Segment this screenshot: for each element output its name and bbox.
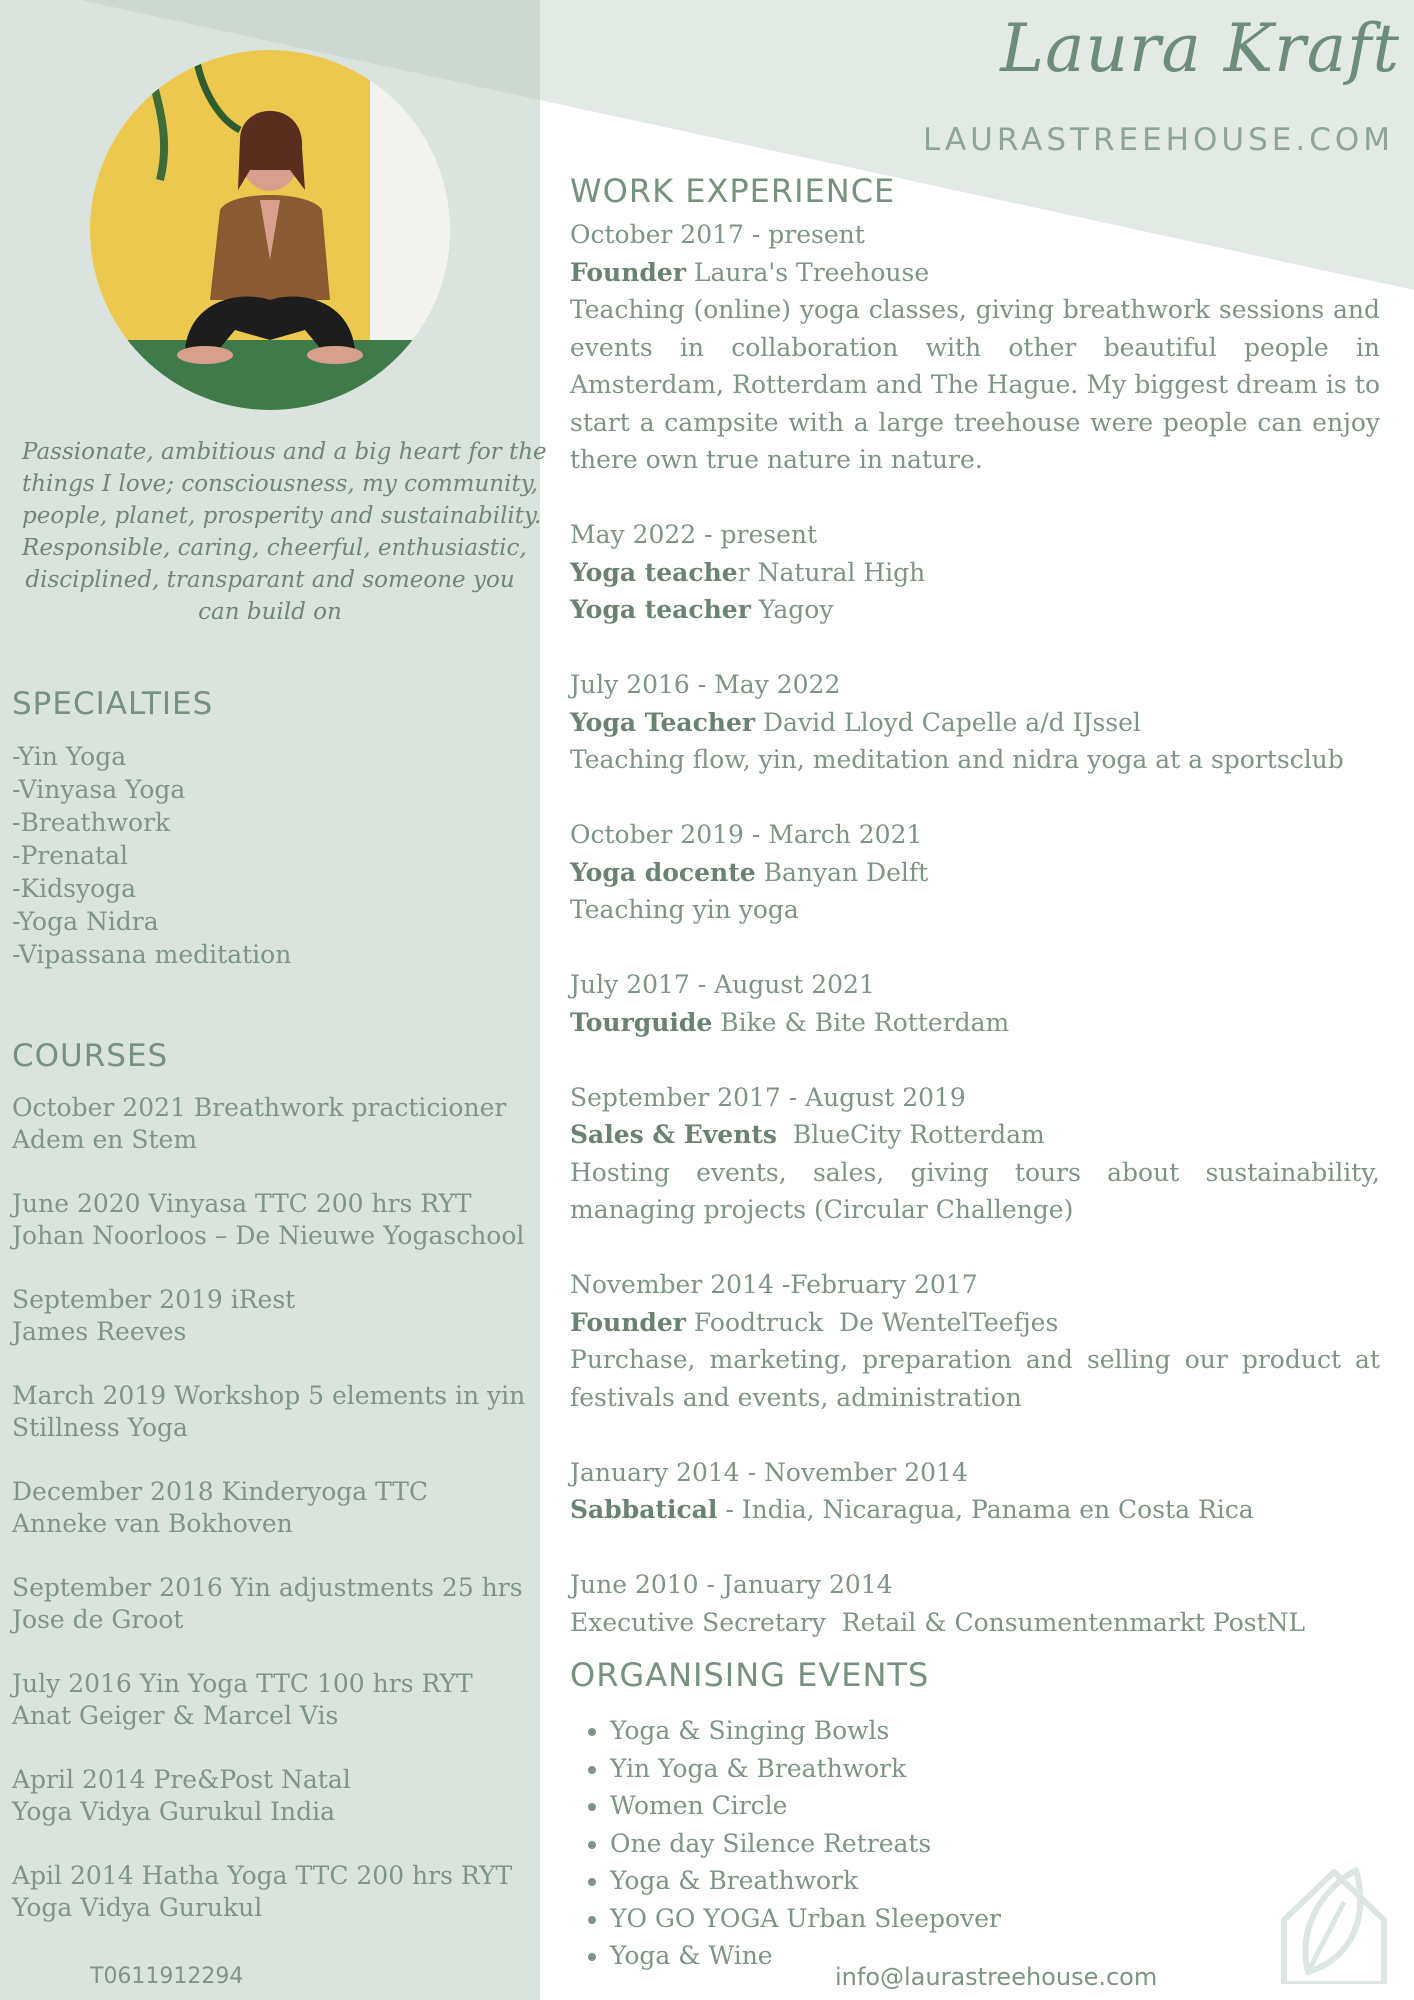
- list-item: [12, 1380, 532, 1444]
- list-item: [12, 1092, 532, 1156]
- job-period: June 2010 - January 2014: [570, 1570, 893, 1599]
- job-role-line: [570, 704, 1380, 742]
- personal-tagline: [22, 436, 547, 628]
- courses-list: [12, 1092, 532, 1956]
- course-title: September 2016 Yin adjustments 25 hrs: [12, 1573, 523, 1602]
- job-entry: [570, 216, 1380, 479]
- job-role: Sales & Events: [570, 1120, 777, 1149]
- job-org: BlueCity Rotterdam: [777, 1120, 1045, 1149]
- list-item: -Vinyasa Yoga: [12, 775, 186, 804]
- job-description: Purchase, marketing, preparation and selling our product at festivals and events, administration: [570, 1345, 1380, 1412]
- course-provider: Yoga Vidya Gurukul: [12, 1893, 263, 1922]
- job-org: r Natural High: [737, 557, 926, 587]
- course-title: June 2020 Vinyasa TTC 200 hrs RYT: [12, 1189, 472, 1218]
- job-role: Sabbatical: [570, 1495, 718, 1524]
- job-org: - India, Nicaragua, Panama en Costa Rica: [717, 1495, 1254, 1524]
- work-experience-list: [570, 216, 1380, 1641]
- job-org: David Lloyd Capelle a/d IJssel: [755, 707, 1141, 737]
- job-entry: [570, 816, 1380, 929]
- course-provider: Adem en Stem: [12, 1125, 198, 1154]
- list-item: [12, 1764, 532, 1828]
- course-provider: James Reeves: [12, 1317, 187, 1346]
- job-role: Yoga Teacher: [570, 707, 756, 737]
- job-period: May 2022 - present: [570, 520, 818, 549]
- job-period: July 2016 - May 2022: [570, 670, 841, 699]
- list-item: -Kidsyoga: [12, 874, 137, 903]
- job-org: Foodtruck De WentelTeefjes: [685, 1307, 1059, 1337]
- course-provider: Anat Geiger & Marcel Vis: [12, 1701, 339, 1730]
- job-entry: [570, 1079, 1380, 1229]
- email-link[interactable]: info@laurastreehouse.com: [835, 1963, 1158, 1991]
- job-org: Laura's Treehouse: [685, 257, 930, 287]
- job-role-line: [570, 1604, 1380, 1642]
- course-provider: Johan Noorloos – De Nieuwe Yogaschool: [12, 1221, 525, 1250]
- job-org: Yagoy: [750, 595, 834, 624]
- job-role: Yoga teacher: [570, 595, 751, 624]
- job-org: Bike & Bite Rotterdam: [712, 1007, 1010, 1037]
- list-item: [12, 1860, 532, 1924]
- job-org: Executive Secretary Retail & Consumentenmarkt PostNL: [570, 1607, 1306, 1637]
- list-item: [12, 1284, 532, 1348]
- job-period: October 2017 - present: [570, 220, 865, 249]
- list-item: -Vipassana meditation: [12, 940, 292, 969]
- job-org: Banyan Delft: [755, 857, 929, 887]
- job-role: Founder: [570, 1307, 686, 1337]
- list-item: -Yin Yoga: [12, 742, 127, 771]
- course-title: September 2019 iRest: [12, 1285, 296, 1314]
- list-item: [12, 1668, 532, 1732]
- list-item: [12, 1572, 532, 1636]
- list-item: -Prenatal: [12, 841, 128, 870]
- work-experience-heading: WORK EXPERIENCE: [570, 172, 896, 210]
- list-item: • Women Circle: [610, 1787, 1001, 1825]
- tagline-line: Passionate, ambitious and a big heart for the: [22, 439, 547, 465]
- course-title: December 2018 Kinderyoga TTC: [12, 1477, 429, 1506]
- list-item: • Yoga & Wine: [610, 1937, 1001, 1975]
- list-item: • YO GO YOGA Urban Sleepover: [610, 1900, 1001, 1938]
- job-period: September 2017 - August 2019: [570, 1082, 966, 1112]
- job-role: Yoga teache: [570, 557, 738, 587]
- phone-number: T0611912294: [90, 1964, 244, 1989]
- job-role-line: [570, 591, 1380, 629]
- list-item: [12, 1188, 532, 1252]
- tagline-line: can build on: [198, 599, 342, 625]
- list-item: • Yoga & Breathwork: [610, 1862, 1001, 1900]
- job-period: October 2019 - March 2021: [570, 820, 923, 849]
- job-period: November 2014 -February 2017: [570, 1270, 978, 1299]
- course-title: October 2021 Breathwork practicioner: [12, 1093, 507, 1122]
- job-role-line: [570, 254, 1380, 292]
- courses-heading: COURSES: [12, 1038, 169, 1074]
- course-title: Apil 2014 Hatha Yoga TTC 200 hrs RYT: [12, 1861, 513, 1890]
- course-title: March 2019 Workshop 5 elements in yin: [12, 1381, 526, 1410]
- tagline-line: disciplined, transparant and someone you: [25, 567, 515, 593]
- course-provider: Anneke van Bokhoven: [12, 1509, 293, 1538]
- job-role-line: [570, 854, 1380, 892]
- job-entry: [570, 666, 1380, 779]
- job-entry: [570, 1566, 1380, 1641]
- job-role-line: [570, 1116, 1380, 1154]
- organising-events-heading: ORGANISING EVENTS: [570, 1656, 930, 1694]
- tagline-line: things I love; consciousness, my community,: [22, 471, 538, 497]
- job-entry: [570, 1454, 1380, 1529]
- list-item: -Yoga Nidra: [12, 907, 159, 936]
- course-provider: Stillness Yoga: [12, 1413, 188, 1442]
- job-description: Teaching yin yoga: [570, 895, 799, 924]
- job-entry: [570, 516, 1380, 629]
- list-item: [12, 1476, 532, 1540]
- course-title: July 2016 Yin Yoga TTC 100 hrs RYT: [12, 1669, 473, 1698]
- course-provider: Yoga Vidya Gurukul India: [12, 1797, 336, 1826]
- specialties-heading: SPECIALTIES: [12, 686, 214, 722]
- job-role: Tourguide: [570, 1007, 713, 1037]
- tagline-line: Responsible, caring, cheerful, enthusiastic,: [22, 535, 527, 561]
- course-title: April 2014 Pre&Post Natal: [12, 1765, 351, 1794]
- job-description: Teaching flow, yin, meditation and nidra yoga at a sportsclub: [570, 745, 1344, 774]
- website-link[interactable]: LAURASTREEHOUSE.COM: [922, 122, 1394, 158]
- tagline-line: people, planet, prosperity and sustainability.: [22, 503, 542, 529]
- house-leaf-icon: [1278, 1862, 1390, 1984]
- profile-photo: [90, 50, 450, 410]
- job-description: Teaching (online) yoga classes, giving breathwork sessions and events in collaboration with other beautiful people in Amsterdam, Rotterdam and The Hague. My biggest dream is to start a campsite with a large treehouse were people can enjoy there own true nature in nature.: [570, 295, 1380, 474]
- job-role-line: [570, 554, 1380, 592]
- job-entry: [570, 966, 1380, 1041]
- job-role-line: [570, 1304, 1380, 1342]
- list-item: -Breathwork: [12, 808, 171, 837]
- specialties-list: [12, 740, 291, 971]
- job-description: Hosting events, sales, giving tours about sustainability, managing projects (Circular Challenge): [570, 1157, 1380, 1224]
- course-provider: Jose de Groot: [12, 1605, 184, 1634]
- list-item: • Yoga & Singing Bowls: [610, 1712, 1001, 1750]
- job-period: January 2014 - November 2014: [570, 1457, 968, 1487]
- events-list: [570, 1712, 1001, 1975]
- list-item: • One day Silence Retreats: [610, 1825, 1001, 1863]
- person-name: Laura Kraft: [1000, 10, 1400, 87]
- list-item: • Yin Yoga & Breathwork: [610, 1750, 1001, 1788]
- job-entry: [570, 1266, 1380, 1416]
- job-period: July 2017 - August 2021: [570, 970, 875, 999]
- job-role: Yoga docente: [570, 857, 756, 887]
- job-role-line: [570, 1491, 1380, 1529]
- job-role-line: [570, 1004, 1380, 1042]
- job-role: Founder: [570, 257, 686, 287]
